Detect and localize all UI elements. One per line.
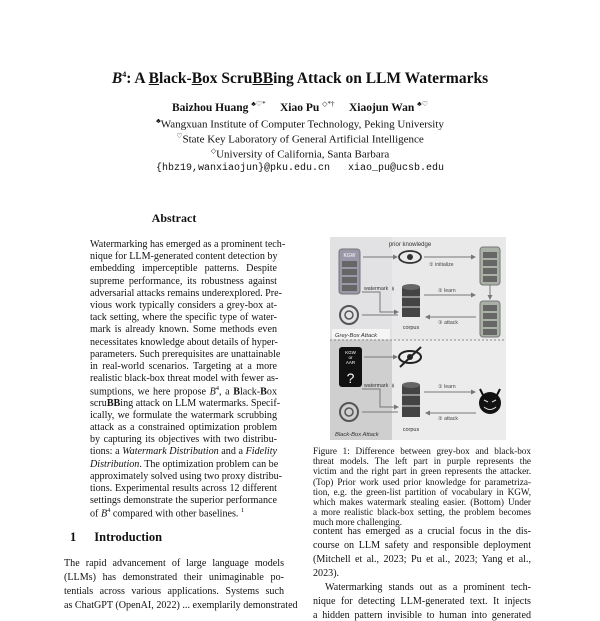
abstract-line bbox=[90, 446, 277, 457]
author-marks: ♣♡* bbox=[251, 100, 266, 108]
kgw-card-icon bbox=[339, 249, 360, 294]
text-run: vious work typically considers a grey-box at- bbox=[90, 300, 277, 311]
text-run: threat models. The left part in purple represents the bbox=[313, 456, 531, 467]
text-run: of bbox=[90, 508, 101, 520]
affiliation-mark: ◇ bbox=[210, 147, 217, 155]
vocab-card-icon bbox=[480, 301, 500, 337]
section-title: Introduction bbox=[94, 530, 163, 544]
text-run: tion, e.g. the green-list partition of vocabulary in KGW, bbox=[313, 486, 531, 497]
text-run: Distribution bbox=[90, 458, 140, 470]
affiliation-mark: ♡ bbox=[176, 132, 183, 140]
affiliation-mark: ♣ bbox=[156, 117, 161, 125]
author-list bbox=[0, 100, 600, 114]
title-b4-sup: 4 bbox=[122, 70, 127, 79]
abstract-line bbox=[90, 361, 277, 372]
title-part: : A bbox=[126, 70, 149, 88]
text-run: B bbox=[100, 508, 108, 520]
abstract-line bbox=[90, 495, 277, 506]
section-heading-introduction bbox=[70, 530, 162, 545]
email-link[interactable]: {hbz19,wanxiaojun}@pku.edu.cn bbox=[155, 163, 330, 174]
abstract-line bbox=[90, 470, 283, 482]
text-run: ing attack on LLM watermarks. Specif- bbox=[120, 397, 281, 409]
abstract-line bbox=[90, 434, 277, 445]
aar-label: AAR bbox=[345, 360, 356, 365]
title-part: ing Attack on LLM Watermarks bbox=[273, 70, 489, 88]
text-run: Figure 1: Difference between grey-box and black-box bbox=[313, 446, 531, 456]
corpus-label: corpus bbox=[402, 325, 420, 331]
abstract-line bbox=[90, 312, 277, 323]
figure-1-diagram bbox=[330, 237, 506, 440]
body-line bbox=[313, 610, 531, 621]
prior-knowledge-label: prior knowledge bbox=[388, 242, 432, 248]
affiliation bbox=[0, 117, 600, 131]
text-run: realistic black-box threat model with fewer as- bbox=[90, 373, 279, 385]
abstract-line bbox=[90, 385, 277, 397]
text-run: and a bbox=[218, 446, 246, 458]
text-run: B bbox=[233, 386, 240, 398]
caption-line bbox=[313, 477, 531, 487]
grey-box-attack-label: Grey-Box Attack bbox=[335, 333, 377, 339]
text-run: supreme performance, its robustness against bbox=[90, 275, 277, 287]
body-line bbox=[325, 582, 531, 593]
text-run: a more realistic black-box setting, the problem becomes bbox=[313, 507, 531, 518]
title-part: ox Scru bbox=[202, 70, 253, 88]
text-run: Watermarking stands out as a prominent tech- bbox=[325, 582, 531, 593]
paper-title bbox=[0, 70, 600, 88]
text-run: ically, we formulate the watermark scrubbing bbox=[90, 409, 277, 421]
text-run: (Mitchell et al., 2023; Pu et al., 2023; Yang et al., bbox=[313, 554, 531, 565]
caption-line bbox=[313, 446, 531, 456]
body-line bbox=[313, 526, 531, 537]
initialize-step-label: ① initialize bbox=[429, 262, 454, 268]
text-run: (LLMs) has demonstrated their unimaginable po- bbox=[64, 572, 284, 583]
text-run: nique for LLM-generated content detection by bbox=[90, 251, 278, 263]
text-run: parameters. Such prerequisites are unattainable bbox=[90, 348, 281, 360]
black-box-attack-label: Black-Box Attack bbox=[335, 432, 379, 438]
text-run: Watermark Distribution bbox=[122, 446, 219, 458]
text-run: 2023). bbox=[313, 568, 340, 579]
abstract-line bbox=[90, 276, 277, 287]
email-link[interactable]: xiao_pu@ucsb.edu bbox=[348, 163, 445, 174]
text-run: BB bbox=[106, 397, 121, 409]
introduction-line bbox=[64, 558, 284, 569]
text-run: in real-world scenarios. Targeting at a more bbox=[90, 361, 277, 372]
title-part: lack- bbox=[158, 70, 192, 88]
text-run: scru bbox=[90, 397, 107, 409]
abstract-line bbox=[90, 251, 277, 262]
learn-step-label: ② learn bbox=[438, 288, 456, 294]
corpus-database-icon bbox=[402, 284, 420, 317]
abstract-line bbox=[90, 324, 277, 335]
author-name: Xiao Pu bbox=[280, 101, 320, 114]
text-run: compared with other baselines. bbox=[110, 508, 241, 520]
text-run: Watermarking has emerged as a prominent tech- bbox=[90, 239, 286, 250]
attack-step-label: ② attack bbox=[438, 416, 458, 422]
text-run: as ChatGPT (OpenAI, 2022) ... exemplarily demonstrated bbox=[64, 600, 298, 611]
text-run: much more challenging. bbox=[313, 517, 403, 528]
title-part: B bbox=[148, 70, 159, 88]
body-line bbox=[313, 554, 531, 565]
emails bbox=[0, 163, 600, 174]
watermark-label: watermark bbox=[364, 383, 389, 389]
title-b4: B bbox=[111, 70, 123, 88]
abstract-line bbox=[90, 337, 277, 348]
kgw-label: KGW bbox=[345, 350, 356, 355]
text-run: which makes watermark stealing easier. (Bottom) Under bbox=[313, 497, 531, 507]
author-name: Xiaojun Wan bbox=[348, 101, 415, 114]
caption-line bbox=[313, 456, 531, 466]
text-run: 4 bbox=[107, 507, 111, 515]
watermark-label: watermark bbox=[364, 286, 389, 292]
abstract-line bbox=[90, 373, 277, 384]
text-run: . The optimization problem can be bbox=[139, 458, 279, 470]
abstract-line bbox=[90, 483, 277, 494]
abstract-line bbox=[90, 300, 277, 311]
author-name: Baizhou Huang bbox=[172, 101, 249, 114]
question-mark: ? bbox=[346, 370, 355, 386]
attack-step-label: ③ attack bbox=[438, 320, 458, 326]
text-run: lack- bbox=[239, 386, 261, 398]
text-run: necessitates knowledge about details of hyper- bbox=[90, 336, 278, 348]
text-run: course on LLM safety and responsible deployment bbox=[313, 540, 531, 551]
caption-line bbox=[313, 497, 531, 507]
introduction-line bbox=[64, 600, 298, 611]
text-run: settings demonstrate the superior performance bbox=[90, 495, 277, 507]
or-label: or bbox=[348, 355, 353, 360]
abstract-line bbox=[90, 422, 277, 433]
body-line bbox=[313, 596, 531, 607]
text-run: , a bbox=[219, 386, 234, 398]
text-run: 1 bbox=[240, 507, 245, 515]
text-run: (Top) Prior work used prior knowledge for parametriza- bbox=[313, 476, 531, 487]
abstract-line bbox=[90, 348, 281, 360]
devil-icon bbox=[479, 389, 501, 414]
caption-line bbox=[313, 466, 531, 476]
unknown-watermark-card bbox=[339, 347, 362, 387]
introduction-line bbox=[64, 572, 284, 583]
introduction-line bbox=[64, 586, 284, 597]
caption-line bbox=[313, 507, 531, 517]
text-run: by capturing its objectives with two distribu- bbox=[90, 434, 277, 446]
abstract-line bbox=[90, 410, 277, 421]
body-line bbox=[313, 568, 531, 579]
abstract-line bbox=[90, 239, 286, 250]
author-marks: ♣♡ bbox=[417, 100, 428, 108]
corpus-label: corpus bbox=[402, 427, 420, 433]
author-marks: ◇*† bbox=[322, 100, 335, 108]
text-run: victim and the right part in green represents the attacker. bbox=[313, 466, 531, 477]
affiliation-text: State Key Laboratory of General Artificial Intelligence bbox=[182, 133, 424, 146]
text-run: adversarial attacks remains underexplored. Pre- bbox=[90, 287, 282, 299]
affiliation bbox=[0, 132, 600, 146]
body-line bbox=[313, 540, 531, 551]
abstract-line bbox=[90, 459, 277, 470]
affiliation-text: University of California, Santa Barbara bbox=[216, 148, 390, 161]
abstract-line bbox=[90, 263, 277, 274]
text-run: tions: a bbox=[90, 446, 123, 458]
vocab-card-icon bbox=[480, 247, 500, 285]
caption-line bbox=[313, 487, 531, 497]
title-part: BB bbox=[252, 70, 274, 88]
learn-step-label: ① learn bbox=[438, 384, 456, 390]
text-run: ox bbox=[266, 386, 277, 398]
text-run: a hidden pattern invisible to human into generated bbox=[313, 610, 531, 621]
section-number: 1 bbox=[70, 530, 77, 544]
text-run: embedding imperceptible patterns. Despite bbox=[90, 263, 277, 275]
abstract-line bbox=[90, 287, 282, 299]
text-run: The rapid advancement of large language models bbox=[64, 558, 284, 569]
text-run: Fidelity bbox=[245, 446, 278, 458]
text-run: content has emerged as a crucial focus in the dis- bbox=[313, 526, 531, 537]
text-run: B bbox=[209, 386, 216, 398]
corpus-database-icon bbox=[402, 382, 420, 417]
affiliation-text: Wangxuan Institute of Computer Technology, Peking University bbox=[160, 118, 444, 131]
text-run: tack setting, where the specific type of water- bbox=[90, 312, 277, 324]
abstract-line bbox=[90, 507, 277, 519]
text-run: attack as a constrained optimization problem bbox=[90, 422, 277, 433]
affiliation bbox=[0, 147, 600, 161]
title-part: B bbox=[191, 70, 203, 88]
text-run: 4 bbox=[215, 385, 220, 393]
kgw-label: KGW bbox=[343, 253, 356, 259]
text-run: tions. Experimental results across 12 different bbox=[90, 483, 277, 494]
abstract-heading: Abstract bbox=[151, 211, 197, 225]
abstract-line bbox=[90, 397, 281, 409]
text-run: nique for detecting LLM-generated text. It injects bbox=[313, 596, 531, 607]
text-run: B bbox=[260, 386, 267, 398]
text-run: approximately solved using two proxy distribu- bbox=[90, 470, 283, 482]
text-run: mark is already known. Some methods even bbox=[90, 324, 277, 336]
text-run: sumptions, we here propose bbox=[90, 386, 210, 398]
text-run: tentials across various applications. Systems such bbox=[64, 586, 284, 597]
